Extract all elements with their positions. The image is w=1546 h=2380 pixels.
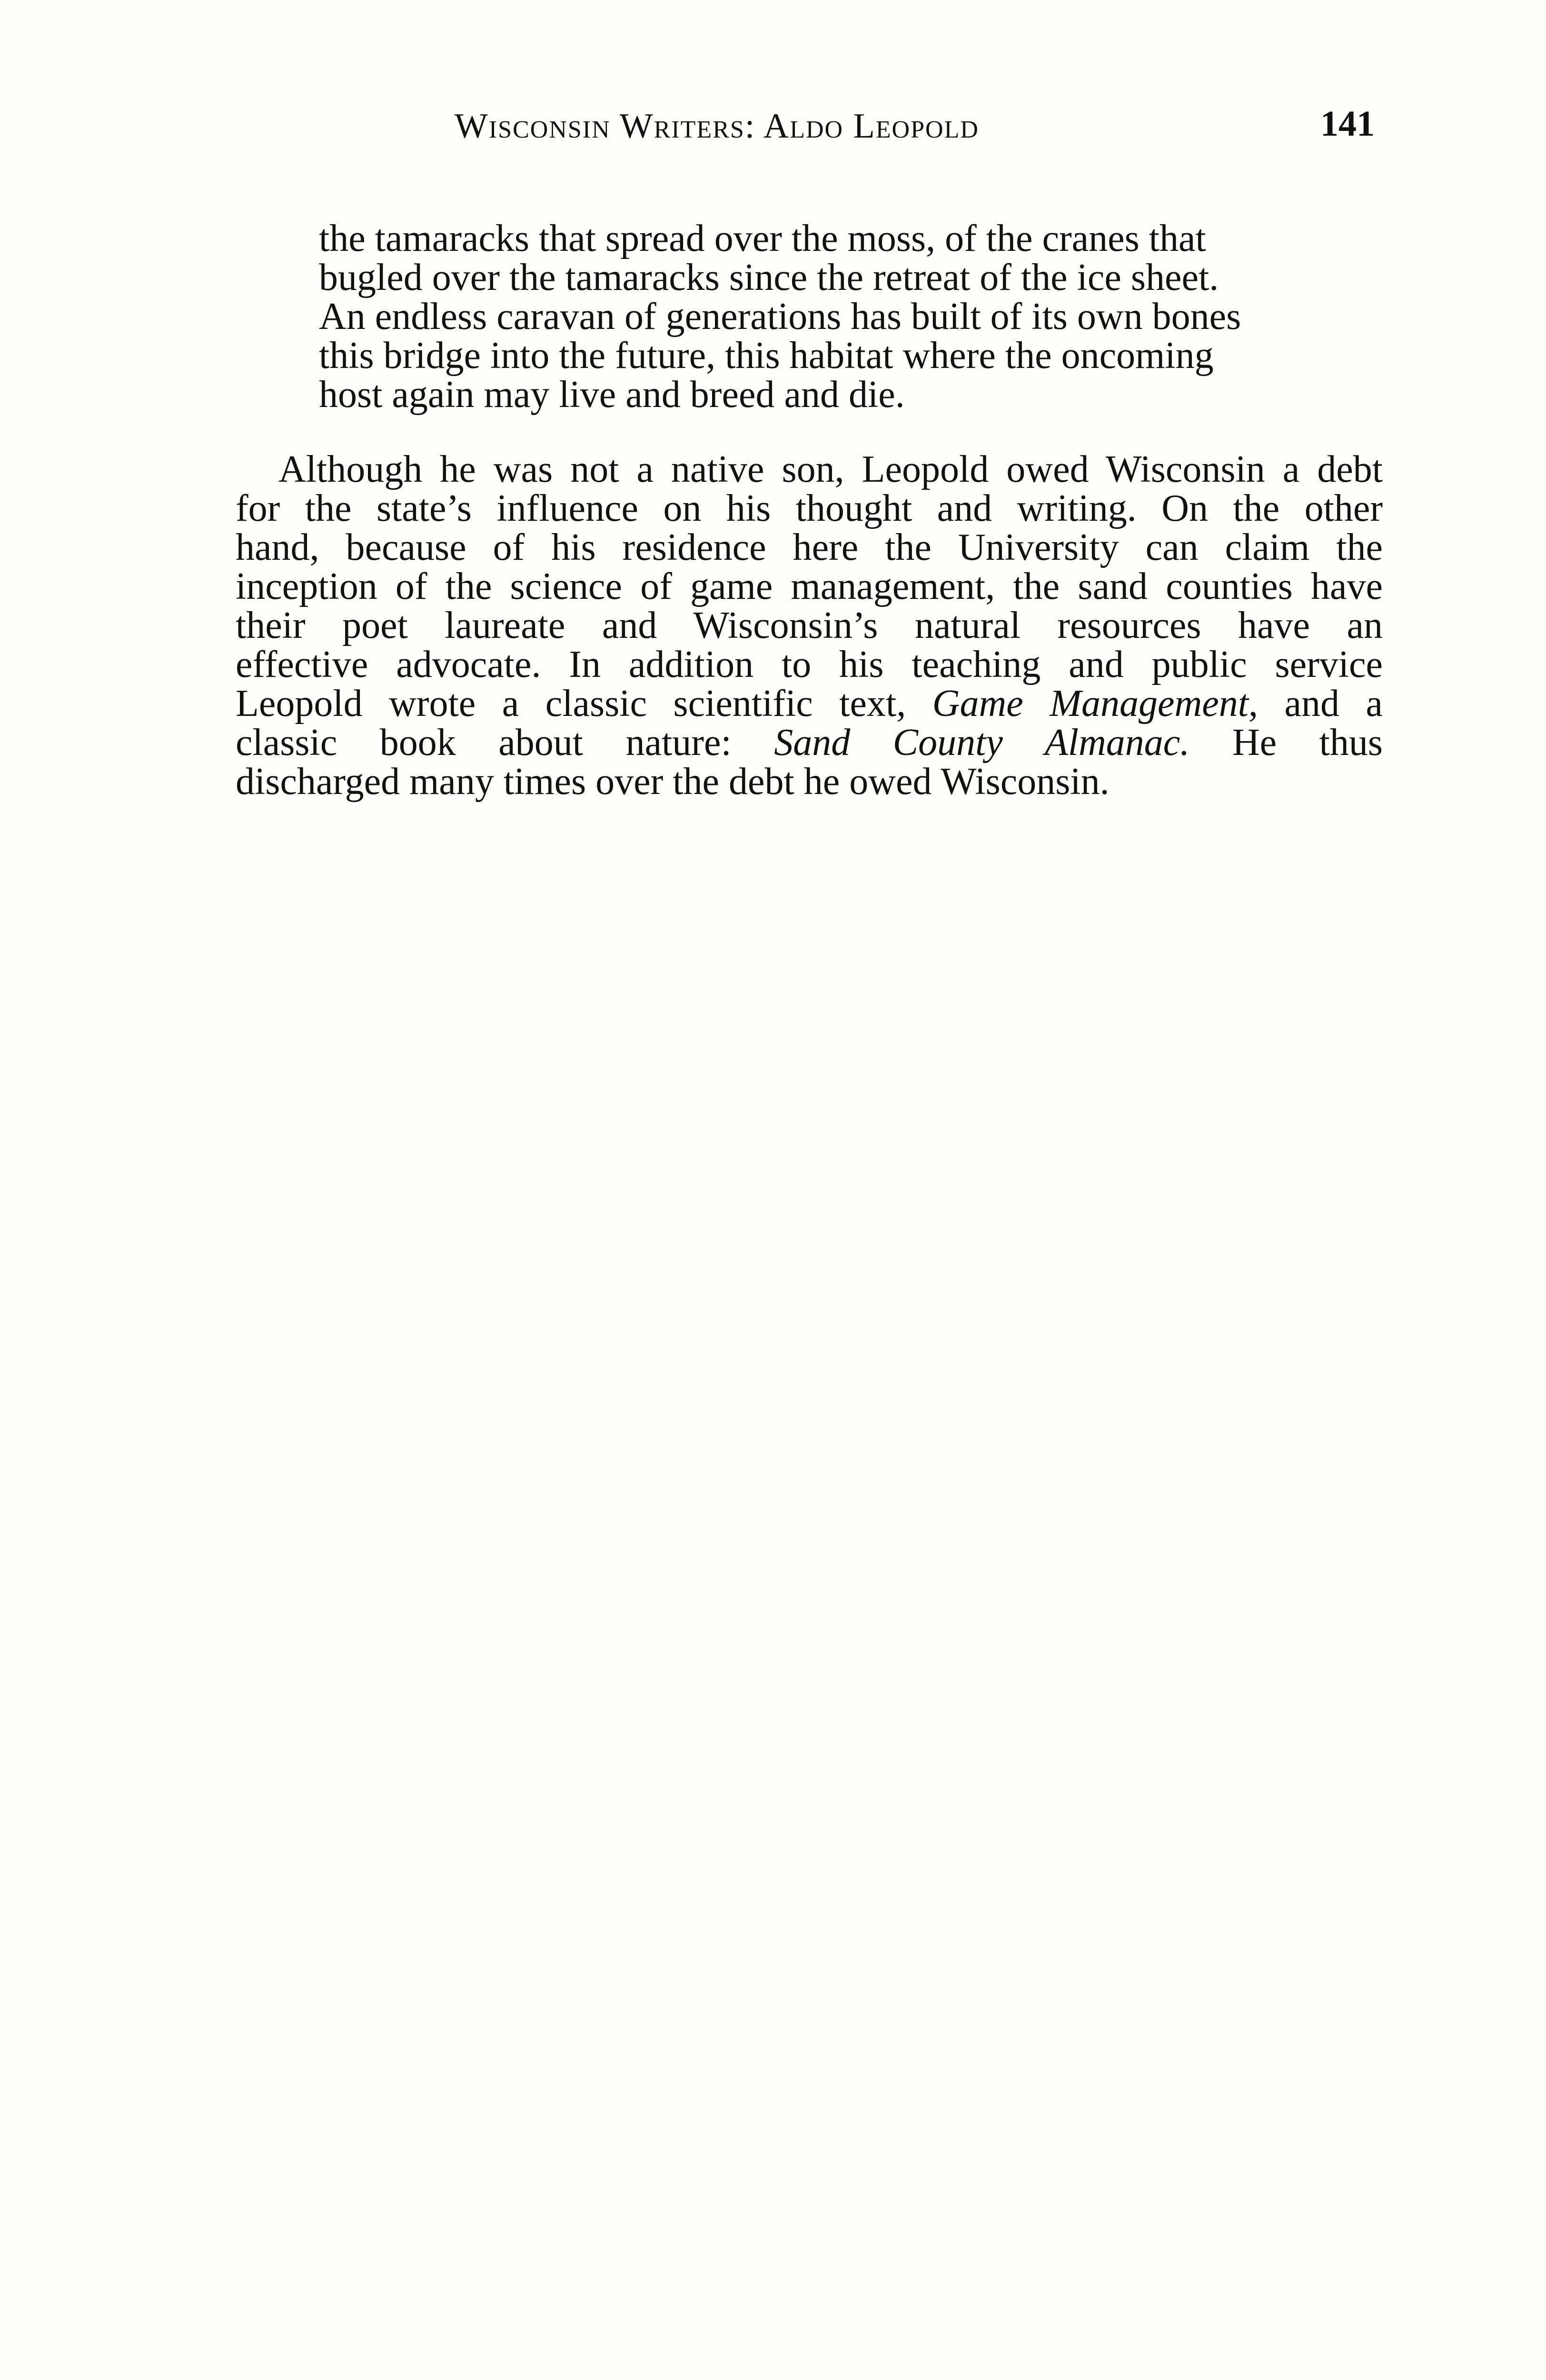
- block-quote: [319, 219, 1309, 414]
- page-number: 141: [1320, 104, 1375, 144]
- line-text: Leopold wrote a classic scientific text,: [236, 683, 932, 724]
- line-text: classic book about nature:: [236, 722, 774, 764]
- line-text: He thus: [1189, 722, 1383, 764]
- quote-line: the tamaracks that spread over the moss, of the cranes that: [319, 218, 1206, 259]
- book-title-sand-county-almanac: Sand County Almanac.: [774, 722, 1190, 764]
- book-title-game-management: Game Management: [932, 683, 1249, 724]
- paragraph-line: [236, 723, 1383, 762]
- quote-line: bugled over the tamaracks since the retreat of the ice sheet.: [319, 257, 1219, 298]
- running-head: Wisconsin Writers: Aldo Leopold: [455, 107, 979, 146]
- quote-line: host again may live and breed and die.: [319, 374, 905, 416]
- line-text: , and a: [1248, 683, 1383, 724]
- body-paragraph: [236, 450, 1383, 801]
- quote-line: An endless caravan of generations has built of its own bones: [319, 296, 1241, 337]
- paragraph-line: Although he was not a native son, Leopold owed Wisconsin a debt: [278, 448, 1383, 490]
- paragraph-line: effective advocate. In addition to his teaching and public service: [236, 644, 1383, 685]
- paragraph-line: for the state’s influence on his thought and writing. On the other: [236, 487, 1383, 529]
- paragraph-line: discharged many times over the debt he owed Wisconsin.: [236, 761, 1110, 803]
- paragraph-line: their poet laureate and Wisconsin’s natural resources have an: [236, 605, 1383, 646]
- quote-line: this bridge into the future, this habitat where the oncoming: [319, 335, 1214, 377]
- paragraph-line: [236, 684, 1383, 723]
- paragraph-line: hand, because of his residence here the University can claim the: [236, 526, 1383, 568]
- paragraph-line: inception of the science of game management, the sand counties have: [236, 565, 1383, 607]
